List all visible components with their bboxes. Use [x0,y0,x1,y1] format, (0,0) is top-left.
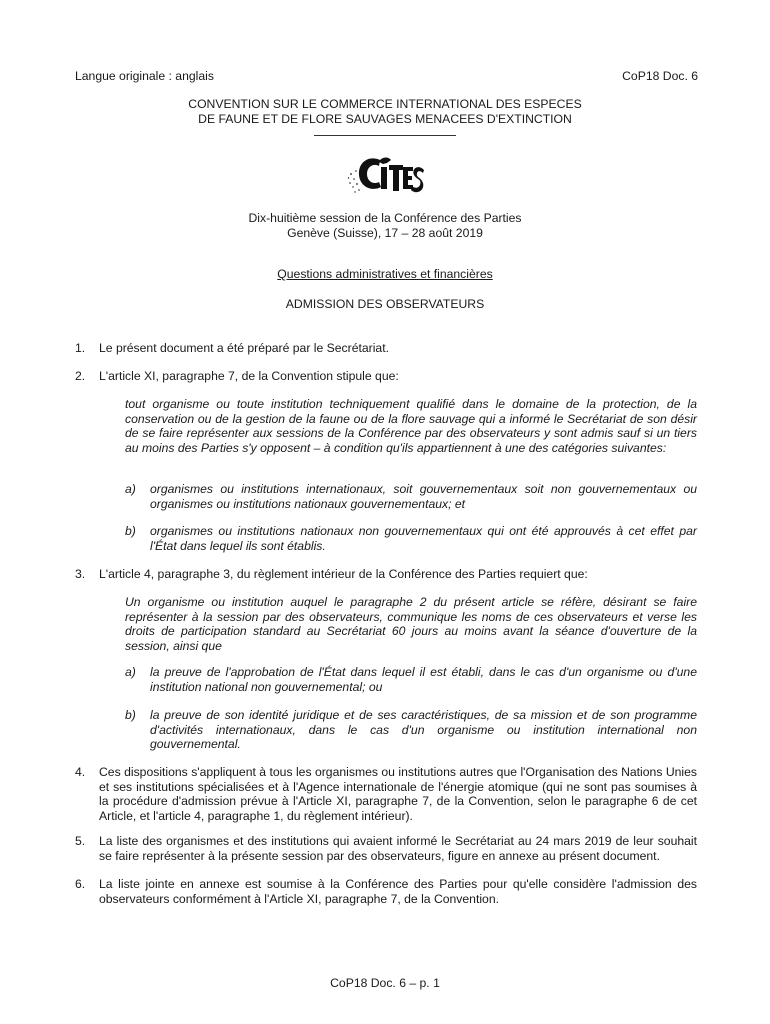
document-title: ADMISSION DES OBSERVATEURS [285,297,485,311]
original-language: Langue originale : anglais [75,69,214,83]
convention-title [0,97,770,127]
item-text: organismes ou institutions nationaux non gouvernementaux qui ont été approuvés à cet effet par l'État dans lequel ils sont établis. [150,524,697,553]
paragraph-3 [75,567,697,582]
title-divider [314,135,456,136]
paragraph-6 [75,877,697,906]
document-code: CoP18 Doc. 6 [622,69,698,83]
paragraph-text: La liste jointe en annexe est soumise à la Conférence des Parties pour qu'elle considère l'admission des observateurs conformément à l'Article XI, paragraphe 7, de la Convention. [99,877,697,906]
paragraph-1 [75,341,697,356]
quote-item-a [125,482,697,511]
paragraph-number: 6. [75,877,86,891]
quote-item-a [125,665,697,694]
paragraph-4 [75,765,697,823]
item-label: b) [125,524,136,538]
convention-article-quote: tout organisme ou toute institution techniquement qualifié dans le domaine de la protection, de la conservation ou de la gestion de la faune ou de la flore sauvage qui a informé le Secrétariat de son désir de se faire représenter aux sessions de la Conférence par des observateurs y sont admis sauf si un tiers au moins des Parties s'y opposent – à condition qu'ils appartiennent à une des catégories suivantes: [125,397,697,455]
paragraph-number: 5. [75,834,86,848]
convention-title-line2: DE FAUNE ET DE FLORE SAUVAGES MENACEES D'EXTINCTION [198,112,572,126]
paragraph-text: La liste des organismes et des institutions qui avaient informé le Secrétariat au 24 mars 2019 de leur souhait se faire représenter à la présente session par des observateurs, figure en annexe au présent document. [99,834,697,863]
paragraph-text: L'article 4, paragraphe 3, du règlement intérieur de la Conférence des Parties requiert que: [99,567,588,581]
paragraph-5 [75,834,697,863]
session-place-date: Genève (Suisse), 17 – 28 août 2019 [287,226,483,240]
item-text: la preuve de son identité juridique et de ses caractéristiques, de sa mission et de son programme d'activités internationaux, dans le cas d'un organisme ou institution international non gouvernemental. [150,708,697,751]
item-label: a) [125,482,136,496]
item-label: b) [125,708,136,722]
page-footer: CoP18 Doc. 6 – p. 1 [330,976,440,990]
paragraph-text: Ces dispositions s'appliquent à tous les organismes ou institutions autres que l'Organisation des Nations Unies et ses institutions spécialisées et à l'Agence internationale de l'énergie atomique (qui ne sont pas soumises à la procédure d'admission prévue à l'Article XI, paragraphe 7, de la Convention, selon le paragraphe 6 de cet Article, et l'article 4, paragraphe 1, du règlement intérieur). [99,765,697,823]
paragraph-text: L'article XI, paragraphe 7, de la Convention stipule que: [99,369,399,383]
item-text: organismes ou institutions internationaux, soit gouvernementaux soit non gouvernementaux ou organismes ou institutions nationaux gouvernementaux; et [150,482,697,511]
section-title: Questions administratives et financières [277,267,493,281]
paragraph-number: 1. [75,341,86,355]
session-info [0,211,770,241]
paragraph-number: 3. [75,567,86,581]
item-label: a) [125,665,136,679]
quote-item-b [125,524,697,553]
session-name: Dix-huitième session de la Conférence des Parties [248,211,522,225]
paragraph-number: 4. [75,765,86,779]
convention-title-line1: CONVENTION SUR LE COMMERCE INTERNATIONAL DES ESPECES [188,97,582,111]
quote-item-b [125,708,697,752]
paragraph-2 [75,369,697,384]
rules-article-quote: Un organisme ou institution auquel le paragraphe 2 du présent article se réfère, désirant se faire représenter à la session par des observateurs, communique les noms de ces observateurs et verse les droits de participation standard au Secrétariat 60 jours au moins avant la séance d'ouverture de la session, ainsi que [125,595,697,653]
item-text: la preuve de l'approbation de l'État dans lequel il est établi, dans le cas d'un organisme ou d'une institution national non gouvernemental; ou [150,665,697,694]
paragraph-number: 2. [75,369,86,383]
cites-logo-icon [347,152,425,198]
paragraph-text: Le présent document a été préparé par le Secrétariat. [99,341,389,355]
